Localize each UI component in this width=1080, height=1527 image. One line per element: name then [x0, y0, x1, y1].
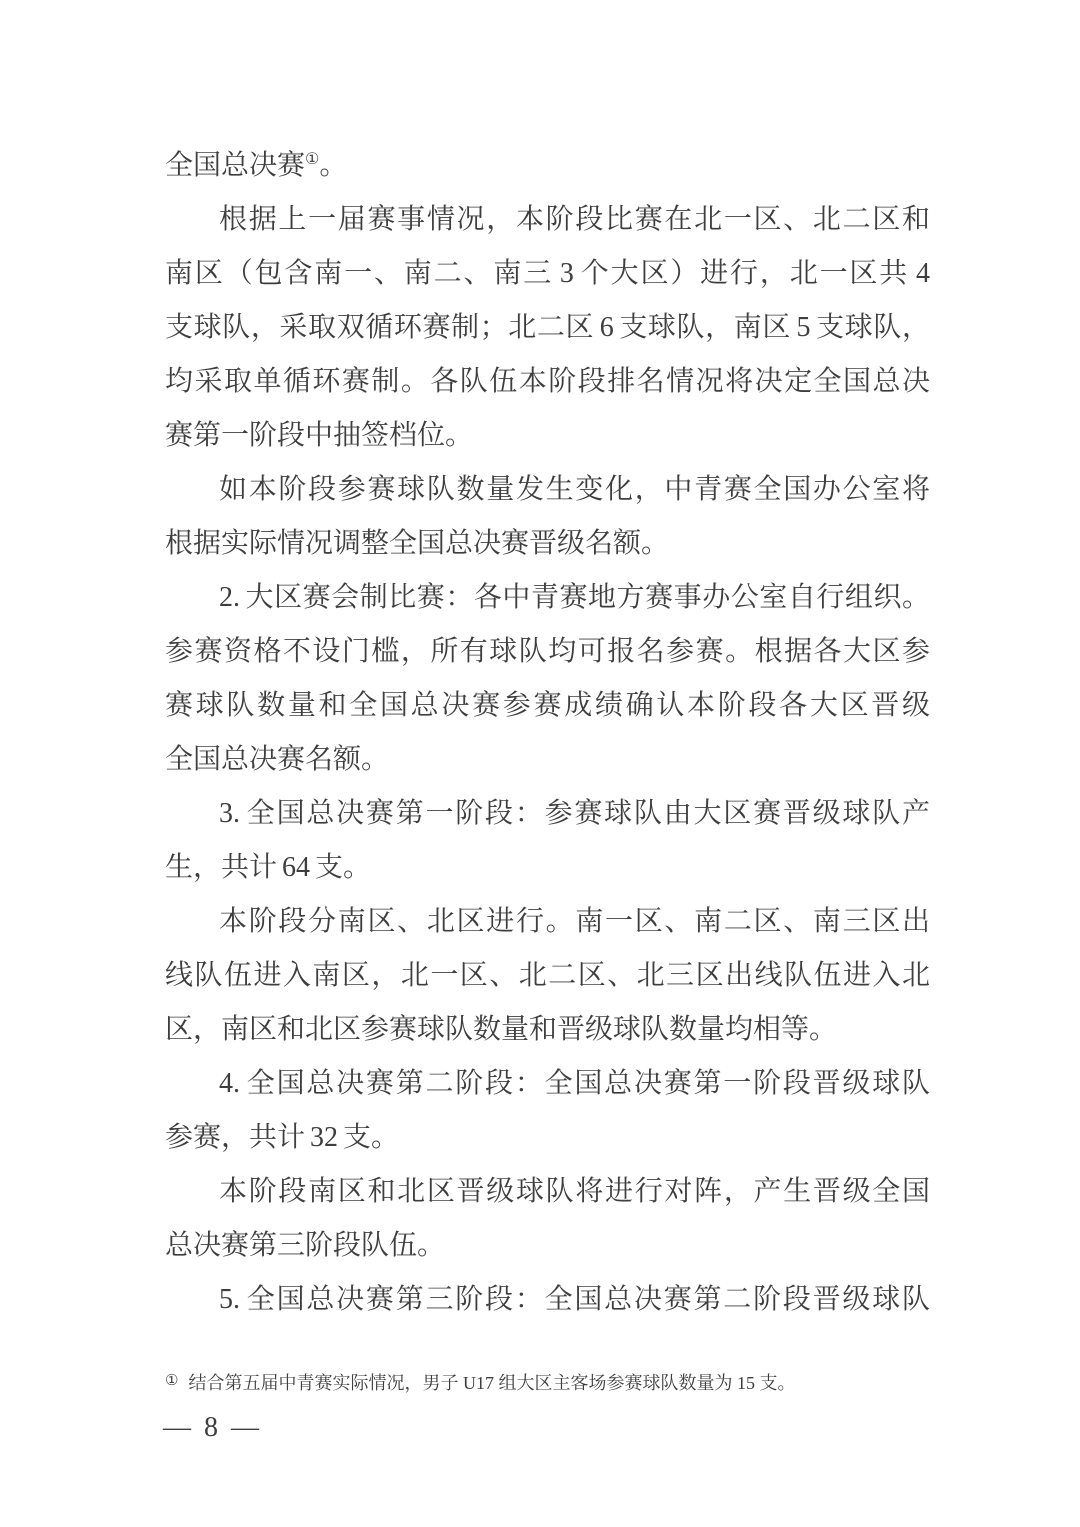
- text-line: 根据上一届赛事情况，本阶段比赛在北一区、北二区和: [219, 204, 930, 235]
- text-line: 3. 全国总决赛第一阶段：参赛球队由大区赛晋级球队产: [219, 798, 930, 829]
- text-line: 参赛，共计 32 支。: [165, 1122, 400, 1153]
- body-text: [165, 139, 930, 1327]
- text-line: 区，南区和北区参赛球队数量和晋级球队数量均相等。: [165, 1014, 838, 1045]
- footnote: [165, 1367, 965, 1397]
- text-line: 均采取单循环赛制。各队伍本阶段排名情况将决定全国总决: [165, 366, 930, 397]
- text-line: 总决赛第三阶段队伍。: [165, 1230, 446, 1261]
- text-line: 5. 全国总决赛第三阶段：全国总决赛第二阶段晋级球队: [219, 1284, 930, 1315]
- text-line: 2. 大区赛会制比赛：各中青赛地方赛事办公室自行组织。: [219, 582, 930, 613]
- footnote-text: 结合第五届中青赛实际情况，男子 U17 组大区主客场参赛球队数量为 15 支。: [188, 1373, 796, 1393]
- text-line: 如本阶段参赛球队数量发生变化，中青赛全国办公室将: [219, 474, 930, 505]
- opening-line-text: 全国总决赛: [165, 150, 306, 181]
- text-line: 本阶段分南区、北区进行。南一区、南二区、南三区出: [219, 906, 930, 937]
- footnote-ref-marker: ①: [305, 151, 320, 168]
- text-line: 线队伍进入南区，北一区、北二区、北三区出线队伍进入北: [165, 960, 930, 991]
- text-line: 赛球队数量和全国总决赛参赛成绩确认本阶段各大区晋级: [165, 690, 930, 721]
- text-line: 参赛资格不设门槛，所有球队均可报名参赛。根据各大区参: [165, 636, 930, 667]
- text-line: 全国总决赛名额。: [165, 744, 390, 775]
- text-line-opening: [165, 139, 930, 193]
- page-number: — 8 —: [163, 1412, 262, 1443]
- text-line: 支球队，采取双循环赛制；北二区 6 支球队，南区 5 支球队，: [165, 312, 930, 343]
- text-line: 赛第一阶段中抽签档位。: [165, 420, 474, 451]
- text-line: 生，共计 64 支。: [165, 852, 372, 883]
- text-line: 本阶段南区和北区晋级球队将进行对阵，产生晋级全国: [219, 1176, 930, 1207]
- footnote-marker: ①: [165, 1373, 179, 1389]
- opening-line-period: 。: [319, 150, 348, 181]
- text-line: 南区（包含南一、南二、南三 3 个大区）进行，北一区共 4: [165, 258, 930, 289]
- text-line: 4. 全国总决赛第二阶段：全国总决赛第一阶段晋级球队: [219, 1068, 930, 1099]
- text-line: 根据实际情况调整全国总决赛晋级名额。: [165, 528, 670, 559]
